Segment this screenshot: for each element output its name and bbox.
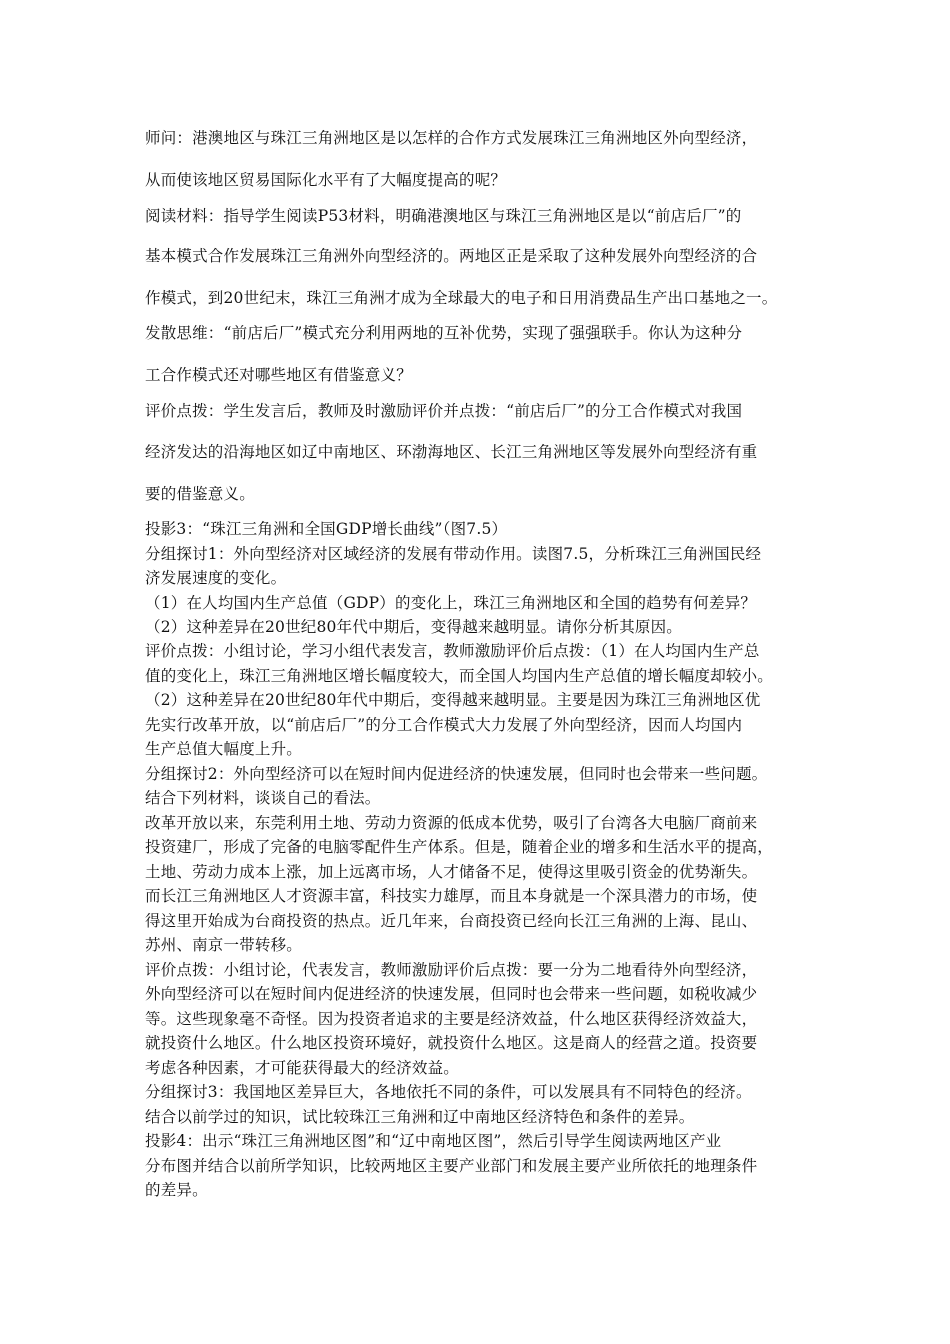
text-line: （2）这种差异在20世纪80年代中期后，变得越来越明显。主要是因为珠江三角洲地区优 xyxy=(145,691,761,709)
text-line: 师问：港澳地区与珠江三角洲地区是以怎样的合作方式发展珠江三角洲地区外向型经济， xyxy=(145,129,758,147)
text-line: 从而使该地区贸易国际化水平有了大幅度提高的呢？ xyxy=(145,171,507,189)
text-line: （2）这种差异在20世纪80年代中期后，变得越来越明显。请你分析其原因。 xyxy=(145,618,683,636)
text-line: 分组探讨1：外向型经济对区域经济的发展有带动作用。读图7.5，分析珠江三角洲国民经 xyxy=(145,545,762,563)
text-line: （1）在人均国内生产总值（GDP）的变化上，珠江三角洲地区和全国的趋势有何差异？ xyxy=(145,594,757,612)
text-line: 经济发达的沿海地区如辽中南地区、环渤海地区、长江三角洲地区等发展外向型经济有重 xyxy=(145,443,758,461)
text-line: 工合作模式还对哪些地区有借鉴意义？ xyxy=(145,366,412,384)
text-line: 而长江三角洲地区人才资源丰富，科技实力雄厚，而且本身就是一个深具潜力的市场，使 xyxy=(145,887,758,905)
text-line: 的差异。 xyxy=(145,1181,208,1199)
text-line: 投影3：“珠江三角洲和全国GDP增长曲线”（图7.5） xyxy=(145,520,508,538)
text-line: 济发展速度的变化。 xyxy=(145,569,287,587)
text-line: 土地、劳动力成本上涨，加上远离市场，人才储备不足，使得这里吸引资金的优势渐失。 xyxy=(145,863,758,881)
text-line: 就投资什么地区。什么地区投资环境好，就投资什么地区。这是商人的经营之道。投资要 xyxy=(145,1034,758,1052)
text-line: 投资建厂，形成了完备的电脑零配件生产体系。但是，随着企业的增多和生活水平的提高， xyxy=(145,838,774,856)
text-line: 投影4：出示“珠江三角洲地区图”和“辽中南地区图”，然后引导学生阅读两地区产业 xyxy=(145,1132,722,1150)
text-line: 结合下列材料，谈谈自己的看法。 xyxy=(145,789,381,807)
text-line: 评价点拨：学生发言后，教师及时激励评价并点拨：“前店后厂”的分工合作模式对我国 xyxy=(145,402,743,420)
text-line: 外向型经济可以在短时间内促进经济的快速发展，但同时也会带来一些问题，如税收减少 xyxy=(145,985,758,1003)
text-line: 评价点拨：小组讨论，学习小组代表发言，教师激励评价后点拨：（1）在人均国内生产总 xyxy=(145,642,760,660)
text-line: 得这里开始成为台商投资的热点。近几年来，台商投资已经向长江三角洲的上海、昆山、 xyxy=(145,912,758,930)
text-line: 考虑各种因素，才可能获得最大的经济效益。 xyxy=(145,1059,460,1077)
text-line: 分组探讨2：外向型经济可以在短时间内促进经济的快速发展，但同时也会带来一些问题。 xyxy=(145,765,768,783)
text-line: 先实行改革开放，以“前店后厂”的分工合作模式大力发展了外向型经济，因而人均国内 xyxy=(145,716,743,734)
text-line: 苏州、南京一带转移。 xyxy=(145,936,303,954)
text-line: 基本模式合作发展珠江三角洲外向型经济的。两地区正是采取了这种发展外向型经济的合 xyxy=(145,247,758,265)
text-line: 值的变化上，珠江三角洲地区增长幅度较大，而全国人均国内生产总值的增长幅度却较小。 xyxy=(145,667,774,685)
text-line: 发散思维：“前店后厂”模式充分利用两地的互补优势，实现了强强联手。你认为这种分 xyxy=(145,324,743,342)
text-line: 结合以前学过的知识，试比较珠江三角洲和辽中南地区经济特色和条件的差异。 xyxy=(145,1108,695,1126)
text-line: 作模式，到20世纪末，珠江三角洲才成为全球最大的电子和日用消费品生产出口基地之一。 xyxy=(145,289,778,307)
text-line: 生产总值大幅度上升。 xyxy=(145,740,303,758)
text-line: 要的借鉴意义。 xyxy=(145,485,255,503)
text-line: 分组探讨3：我国地区差异巨大，各地依托不同的条件，可以发展具有不同特色的经济。 xyxy=(145,1083,752,1101)
text-line: 阅读材料：指导学生阅读P53材料，明确港澳地区与珠江三角洲地区是以“前店后厂”的 xyxy=(145,207,742,225)
text-line: 分布图并结合以前所学知识，比较两地区主要产业部门和发展主要产业所依托的地理条件 xyxy=(145,1157,758,1175)
text-line: 等。这些现象毫不奇怪。因为投资者追求的主要是经济效益，什么地区获得经济效益大， xyxy=(145,1010,758,1028)
text-line: 改革开放以来，东莞利用土地、劳动力资源的低成本优势，吸引了台湾各大电脑厂商前来 xyxy=(145,814,758,832)
text-line: 评价点拨：小组讨论，代表发言，教师激励评价后点拨：要一分为二地看待外向型经济， xyxy=(145,961,758,979)
